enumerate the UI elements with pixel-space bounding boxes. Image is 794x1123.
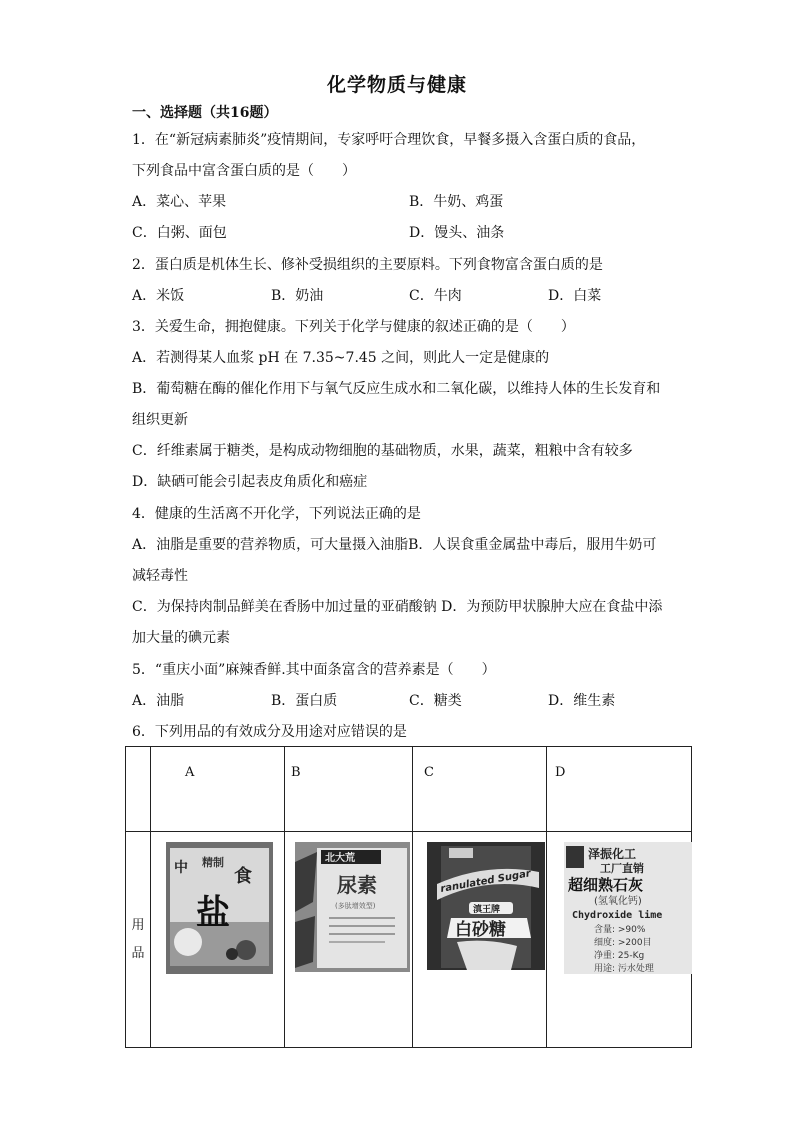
q3-option-c: C．纤维素属于糖类，是构成动物细胞的基础物质，水果，蔬菜，粗粮中含有较多 xyxy=(132,443,633,459)
q3-option-d: D．缺硒可能会引起表皮角质化和癌症 xyxy=(132,474,368,490)
q2-option-c: C．牛肉 xyxy=(409,288,462,304)
q2-option-b: B．奶油 xyxy=(271,288,324,304)
salt-text-4: 盐 xyxy=(196,893,230,933)
q4-stem: 4．健康的生活离不开化学，下列说法正确的是 xyxy=(132,506,421,522)
header-c-label: C xyxy=(424,765,434,780)
row-label-char-2: 品 xyxy=(131,945,145,961)
q5-option-d: D．维生素 xyxy=(548,693,616,709)
q3-stem: 3．关爱生命，拥抱健康。下列关于化学与健康的叙述正确的是（ ） xyxy=(132,319,575,335)
urea-text-1: 北大荒 xyxy=(325,853,355,864)
q2-option-d: D．白菜 xyxy=(548,288,602,304)
table-cell-a-image xyxy=(151,832,285,1048)
q3-option-b: B．葡萄糖在酶的催化作用下与氧气反应生成水和二氧化碳，以维持人体的生长发育和 xyxy=(132,381,661,397)
sugar-text-2: 滇王牌 xyxy=(473,905,501,915)
q5-option-c: C．糖类 xyxy=(409,693,462,709)
q5-option-b: B．蛋白质 xyxy=(271,693,338,709)
q6-table xyxy=(125,746,692,1048)
salt-package-image xyxy=(166,842,273,974)
lime-text-8: 净重: 25-Kg xyxy=(594,951,645,961)
q1-option-b: B．牛奶、鸡蛋 xyxy=(409,194,504,210)
lime-text-3: 超细熟石灰 xyxy=(568,876,644,894)
urea-text-3: (多肽增效型) xyxy=(335,902,376,910)
table-cell-c-image xyxy=(413,832,547,1048)
q1-stem-line-1: 1．在“新冠病素肺炎”疫情期间，专家呼吁合理饮食，早餐多摄入含蛋白质的食品， xyxy=(132,132,646,148)
lime-text-4: (氢氧化钙) xyxy=(594,896,642,907)
lime-text-9: 用途: 污水处理 xyxy=(594,964,654,974)
lime-text-5: Chydroxide lime xyxy=(572,910,663,921)
q1-option-d: D．馒头、油条 xyxy=(409,225,505,241)
table-header-c xyxy=(413,747,547,832)
q4-option-ab-cont: 减轻毒性 xyxy=(132,568,188,584)
urea-text-2: 尿素 xyxy=(337,873,377,897)
row-label-char-1: 用 xyxy=(131,917,145,933)
q2-option-a: A．米饭 xyxy=(132,288,185,304)
header-a-label: A xyxy=(185,765,195,780)
q4-option-cd: C．为保持肉制品鲜美在香肠中加过量的亚硝酸钠 D．为预防甲状腺肿大应在食盐中添 xyxy=(132,599,663,615)
salt-text-1: 中 xyxy=(174,860,188,876)
q1-option-c: C．白粥、面包 xyxy=(132,225,227,241)
q1-option-a: A．菜心、苹果 xyxy=(132,194,227,210)
urea-bag-image xyxy=(295,842,410,972)
table-cell-d-image xyxy=(547,832,692,1048)
table-header-b xyxy=(285,747,413,832)
table-corner-cell xyxy=(126,747,151,832)
q4-option-cd-cont: 加大量的碘元素 xyxy=(132,630,230,646)
sugar-bag-image xyxy=(427,842,545,970)
sugar-text-1: ranulated Sugar xyxy=(439,868,532,895)
lime-text-1: 泽振化工 xyxy=(588,847,637,861)
section-heading: 一、选择题（共16题） xyxy=(132,105,278,121)
table-cell-b-image xyxy=(285,832,413,1048)
q5-stem: 5．“重庆小面”麻辣香鲜.其中面条富含的营养素是（ ） xyxy=(132,662,496,678)
page-title: 化学物质与健康 xyxy=(326,74,467,96)
header-d-label: D xyxy=(555,765,566,780)
q1-stem-line-2: 下列食品中富含蛋白质的是（ ） xyxy=(132,163,356,179)
lime-text-2: 工厂直销 xyxy=(600,862,644,875)
lime-text-7: 细度: >200目 xyxy=(594,938,652,948)
q5-option-a: A．油脂 xyxy=(132,693,185,709)
salt-text-2: 精制 xyxy=(202,856,224,869)
q2-stem: 2．蛋白质是机体生长、修补受损组织的主要原料。下列食物富含蛋白质的是 xyxy=(132,257,603,273)
q3-option-a: A．若测得某人血浆 pH 在 7.35~7.45 之间，则此人一定是健康的 xyxy=(132,350,550,366)
table-row-label xyxy=(126,832,151,1048)
q4-option-ab: A．油脂是重要的营养物质，可大量摄入油脂B．人误食重金属盐中毒后，服用牛奶可 xyxy=(132,537,657,553)
table-header-d xyxy=(547,747,692,832)
q6-stem: 6．下列用品的有效成分及用途对应错误的是 xyxy=(132,724,407,740)
sugar-text-3: 白砂糖 xyxy=(455,920,506,940)
lime-text-6: 含量: >90% xyxy=(594,925,646,935)
table-header-a xyxy=(151,747,285,832)
header-b-label: B xyxy=(291,765,301,780)
lime-bag-image xyxy=(564,842,692,974)
salt-text-3: 食 xyxy=(234,866,252,887)
q3-option-b-cont: 组织更新 xyxy=(132,412,188,428)
